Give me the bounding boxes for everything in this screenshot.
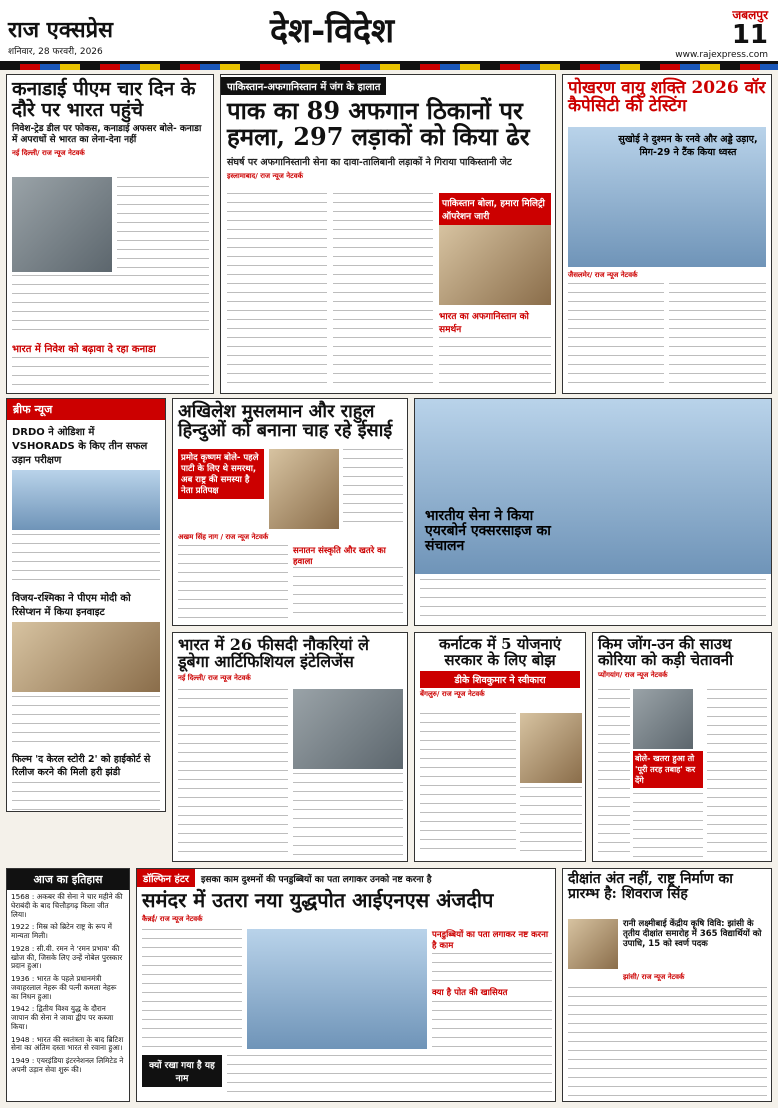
kim-story [592,632,772,862]
history-item: 1949 : एयरइंडिया इंटरनेशनल लिमिटेड ने अपनी उड़ान सेवा शुरू की। [11,1056,124,1074]
brief-label: ब्रीफ न्यूज [7,399,165,420]
airborne-story [414,398,772,626]
akhilesh-side-text [343,449,403,529]
canada-body-text [12,275,209,335]
edition-city: जबलपुर [732,8,768,22]
jet-photo [568,127,766,267]
ai-col1 [178,689,288,857]
dolphin-byline: कैन्नई/ राज न्यूज नेटवर्क [142,914,203,923]
dolphin-side1-text [432,953,552,983]
dolphin-side2-text [432,1001,552,1049]
canada-sub-text [12,357,209,391]
ai-robot-photo [293,689,403,769]
tank-photo [439,225,551,305]
ai-jobs-story [172,632,408,862]
karnataka-byline: बेंगलुरु/ राज न्यूज नेटवर्क [420,690,485,699]
dolphin-kicker-text: इसका काम दुश्मनों की पनडुब्बियों का पता लगाकर उनको नष्ट करना है [201,874,432,885]
canada-text-column [117,177,209,272]
warship-photo [247,929,427,1049]
dolphin-bottom-text [227,1055,552,1097]
main-text-col2 [333,193,433,389]
canada-pm-photo [12,177,112,272]
pokhran-col2 [669,283,766,389]
pokhran-deck: सुखोई ने दुश्मन के रनवे और अड्डे उड़ाए, मिग-29 ने टैंक किया ध्वस्त [618,134,758,158]
airborne-text [420,579,766,621]
shivraj-photo [568,919,618,969]
akhilesh-headline: अखिलेश मुसलमान और राहुल हिन्दुओं को बनाना चाह रहे ईसाई [178,401,393,442]
shivraj-byline: झांसी/ राज न्यूज नेटवर्क [623,973,685,981]
akhilesh-col1 [178,545,288,621]
canada-subheading: भारत में निवेश को बढ़ावा दे रहा कनाडा [12,344,156,355]
pokhran-story [562,74,772,394]
canada-deck: निवेश-ट्रेड डील पर फोकस, कनाडाई अफसर बोले- कनाडा में अपराधों से भारत का लेना-देना नहीं [12,124,202,145]
ai-col2 [293,773,403,857]
newspaper-name: राज एक्सप्रेस [8,17,113,43]
dolphin-quote: क्यों रखा गया है यह नाम [142,1055,222,1087]
history-item: 1948 : भारत की स्वतंत्रता के बाद ब्रिटिश सेना का अंतिम दस्ता भारत से रवाना हुआ। [11,1034,124,1053]
kim-byline: प्योंगयांग/ राज न्यूज नेटवर्क [598,671,668,680]
pokhran-byline: जैसलमेर/ राज न्यूज नेटवर्क [568,271,638,279]
website-url: www.rajexpress.com [675,50,768,60]
page-number: 11 [731,20,768,50]
akhilesh-byline: अखम सिंह नाग / राज न्यूज नेटवर्क [178,533,269,541]
karnataka-side-text [520,787,582,857]
pak-afghan-story [220,74,556,394]
drdo-text [12,534,160,584]
vijay-text [12,696,160,746]
dolphin-headline: समंदर में उतरा नया युद्धपोत आईएनएस अंजदीप [142,888,494,912]
akhilesh-story [172,398,408,626]
dolphin-story [136,868,556,1102]
canada-headline: कनाडाई पीएम चार दिन के दौरे पर भारत पहुंचे [12,78,196,121]
main-kicker: पाकिस्तान-अफगानिस्तान में जंग के हालात [221,77,386,95]
main-subheading: भारत का अफगानिस्तान को समर्थन [439,312,529,335]
kerala-headline: फिल्म 'द केरल स्टोरी 2' को हाईकोर्ट से रिलीज करने की मिली हरी झंडी [12,754,151,778]
history-title: आज का इतिहास [7,869,129,890]
kim-headline: किम जोंग-उन की साउथ कोरिया को कड़ी चेतावनी [598,635,734,670]
vijay-headline: विजय-रश्मिका ने पीएम मोदी को रिसेप्शन में किया इनवाइट [12,593,131,618]
shivakumar-photo [520,713,582,783]
karnataka-story [414,632,586,862]
color-stripe [0,64,778,70]
main-headline: पाक का 89 अफगान ठिकानों पर हमला, 297 लड़ाकों को किया ढेर [227,96,530,151]
main-byline: इस्लामाबाद/ राज न्यूज नेटवर्क [227,171,303,180]
drdo-photo [12,470,160,530]
history-item: 1928 : सी.वी. रमन ने 'रमन प्रभाव' की खोज की, जिसके लिए उन्हें नोबेल पुरस्कार प्रदान हुआ। [11,943,123,971]
canada-story [6,74,214,394]
dolphin-kicker: डॉल्फिन हंटर [137,869,195,887]
history-item: 1942 : द्वितीय विश्व युद्ध के दौरान जापान की सेना ने जावा द्वीप पर कब्जा किया। [11,1004,114,1031]
kim-col2 [707,689,767,857]
shivraj-story [562,868,772,1102]
main-text-col1 [227,193,327,389]
vijay-photo [12,622,160,692]
dolphin-side1: पनडुब्बियों का पता लगाकर नष्ट करना है काम [432,930,549,951]
history-item: 1936 : भारत के पहले प्रधानमंत्री जवाहरलाल नेहरू की पत्नी कमला नेहरू का निधन हुआ। [11,974,117,1001]
akhilesh-subheading: सनातन संस्कृति और खतरे का हवाला [293,546,386,567]
main-quote: पाकिस्तान बोला, हमारा मिलिट्री ऑपरेशन जारी [439,193,551,225]
main-sub-text [439,337,551,389]
pokhran-col1 [568,283,664,389]
pramod-krishnam-photo [269,449,339,529]
dolphin-col1 [142,929,242,1049]
kerala-text [12,782,160,812]
kim-col3 [633,793,703,857]
akhilesh-col2 [293,567,403,621]
karnataka-text [420,713,516,857]
history-list [7,890,129,1082]
pokhran-headline: पोखरण वायु शक्ति 2026 वॉर कैपेसिटी की टेस्टिंग [568,78,766,117]
drdo-headline: DRDO ने ओडिशा में VSHORADS के किए तीन सफल उड़ान परीक्षण [12,427,148,466]
akhilesh-quote: प्रमोद कृष्णम बोले- पहले पाटी के लिए थे समरथा, अब राष्ट्र की समस्या है नेता प्रतिपक्ष [178,449,264,499]
main-deck: संघर्ष पर अफगानिस्तानी सेना का दावा-तालिबानी लड़ाकों ने गिराया पाकिस्तानी जेट [227,156,512,168]
airborne-headline: भारतीय सेना ने किया एयरबोर्न एक्सरसाइज का संचालन [425,508,551,555]
kim-col1 [598,689,630,857]
section-title: देश-विदेश [270,11,395,51]
karnataka-headline: कर्नाटक में 5 योजनाएं सरकार के लिए बोझ [438,635,562,670]
kim-quote: बोले- खतरा हुआ तो 'पूरी तरह तबाह' कर देंगे [633,751,703,788]
dolphin-side2: क्या है पोत की खासियत [432,988,508,998]
kim-photo [633,689,693,749]
history-box [6,868,130,1102]
ai-byline: नई दिल्ली/ राज न्यूज नेटवर्क [178,673,251,682]
shivraj-text [568,987,767,1097]
shivraj-deck: रानी लक्ष्मीबाई केंद्रीय कृषि विवि: झांसी के तृतीय दीक्षांत समारोह में 365 विद्यार्थियों को उपाधि, 15 को स्वर्ण पदक [623,919,762,950]
history-item: 1568 : अकबर की सेना ने चार महीने की घेराबंदी के बाद चित्तौड़गढ़ किला जीत लिया। [11,892,123,919]
ai-headline: भारत में 26 फीसदी नौकरियां ले डूबेगा आर्टिफिशियल इंटेलिजेंस [178,635,369,672]
brief-news-column [6,398,166,812]
karnataka-deck: डीके शिवकुमार ने स्वीकारा [420,671,580,688]
shivraj-headline: दीक्षांत अंत नहीं, राष्ट्र निर्माण का प्रारम्भ है: शिवराज सिंह [568,871,733,903]
canada-byline: नई दिल्ली/ राज न्यूज नेटवर्क [12,148,85,157]
history-item: 1922 : मिस्र को ब्रिटेन राष्ट्र के रूप में मान्यता मिली। [11,922,113,940]
masthead [0,0,778,64]
issue-date: शनिवार, 28 फरवरी, 2026 [8,47,103,57]
